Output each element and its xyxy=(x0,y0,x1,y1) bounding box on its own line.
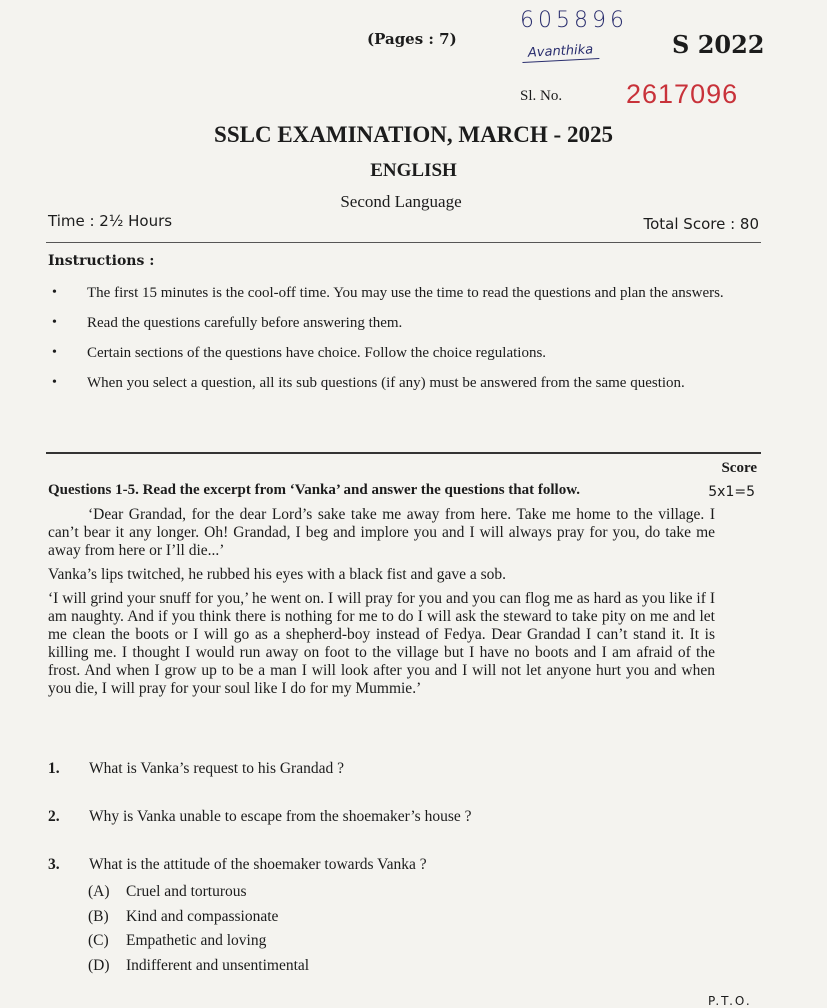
page-turn-note: P.T.O. xyxy=(708,994,752,1008)
option-b: (B) Kind and compassionate xyxy=(88,907,279,925)
serial-number: 2617096 xyxy=(626,79,739,109)
question-3 xyxy=(48,856,427,874)
bullet: • xyxy=(52,345,57,360)
bullet: • xyxy=(52,285,57,300)
passage xyxy=(48,506,715,704)
bullet: • xyxy=(52,315,57,330)
option-d: (D) Indifferent and unsentimental xyxy=(88,956,310,974)
exam-title: SSLC EXAMINATION, MARCH - 2025 xyxy=(214,122,613,147)
section-marks: 5x1=5 xyxy=(708,484,755,500)
instruction-item: • Certain sections of the questions have choice. Follow the choice regulations. xyxy=(48,342,763,364)
passage-paragraph: Vanka’s lips twitched, he rubbed his eyes with a black fist and gave a sob. xyxy=(48,566,506,583)
question-text: Why is Vanka unable to escape from the shoemaker’s house ? xyxy=(89,808,472,825)
score-column-heading: Score xyxy=(721,460,757,476)
total-score: Total Score : 80 xyxy=(643,215,759,233)
passage-paragraph: ‘I will grind your snuff for you,’ he went on. I will pray for you and you can flog me as hard as you like if I am naughty. And if you think there is nothing for me to do I will ask the steward to take pity on me and let me clean the boots or I will go as a shepherd-boy instead of Fedya. Dear Grandad I can’t stand it. It is killing me. I thought I would run away on foot to the village but I have no boots and I am afraid of the frost. And when I grow up to be a man I will look after you and I will not let anyone hurt you and when you die, I will pray for your soul like I do for my Mummie.’ xyxy=(48,590,715,697)
instructions-list xyxy=(48,282,763,402)
option-c: (C) Empathetic and loving xyxy=(88,932,267,949)
time-allowed: Time : 2½ Hours xyxy=(48,212,173,230)
options-list xyxy=(88,880,309,978)
question-number: 3. xyxy=(48,856,60,873)
question-number: 1. xyxy=(48,760,60,777)
signature: Avanthika xyxy=(522,42,600,63)
instruction-item: • When you select a question, all its sub questions (if any) must be answered from the same question. xyxy=(48,372,763,394)
handwritten-number: 605896 xyxy=(520,8,628,33)
divider xyxy=(46,452,761,454)
section-heading: Questions 1-5. Read the excerpt from ‘Vanka’ and answer the questions that follow. xyxy=(48,482,580,498)
option-a: (A) Cruel and torturous xyxy=(88,883,247,900)
serial-number-label: Sl. No. xyxy=(520,88,563,104)
question-2 xyxy=(48,808,472,826)
question-text: What is the attitude of the shoemaker towards Vanka ? xyxy=(89,856,427,873)
passage-paragraph: ‘Dear Grandad, for the dear Lord’s sake take me away from here. Take me home to the village. I can’t bear it any longer. Oh! Grandad, I beg and implore you and I will always pray for you, do take me away from here or I’ll die...’ xyxy=(48,506,715,559)
instruction-item: • The first 15 minutes is the cool-off time. You may use the time to read the questions and plan the answers. xyxy=(48,282,763,304)
divider xyxy=(46,242,761,243)
instruction-item: • Read the questions carefully before answering them. xyxy=(48,312,763,334)
paper-code: S 2022 xyxy=(672,30,765,59)
question-1 xyxy=(48,760,344,778)
page-count: (Pages : 7) xyxy=(367,30,457,48)
question-number: 2. xyxy=(48,808,60,825)
question-text: What is Vanka’s request to his Grandad ? xyxy=(89,760,344,777)
bullet: • xyxy=(52,375,57,390)
language-subtitle: Second Language xyxy=(340,192,462,211)
subject-title: ENGLISH xyxy=(370,160,457,181)
instructions-heading: Instructions : xyxy=(48,253,155,269)
